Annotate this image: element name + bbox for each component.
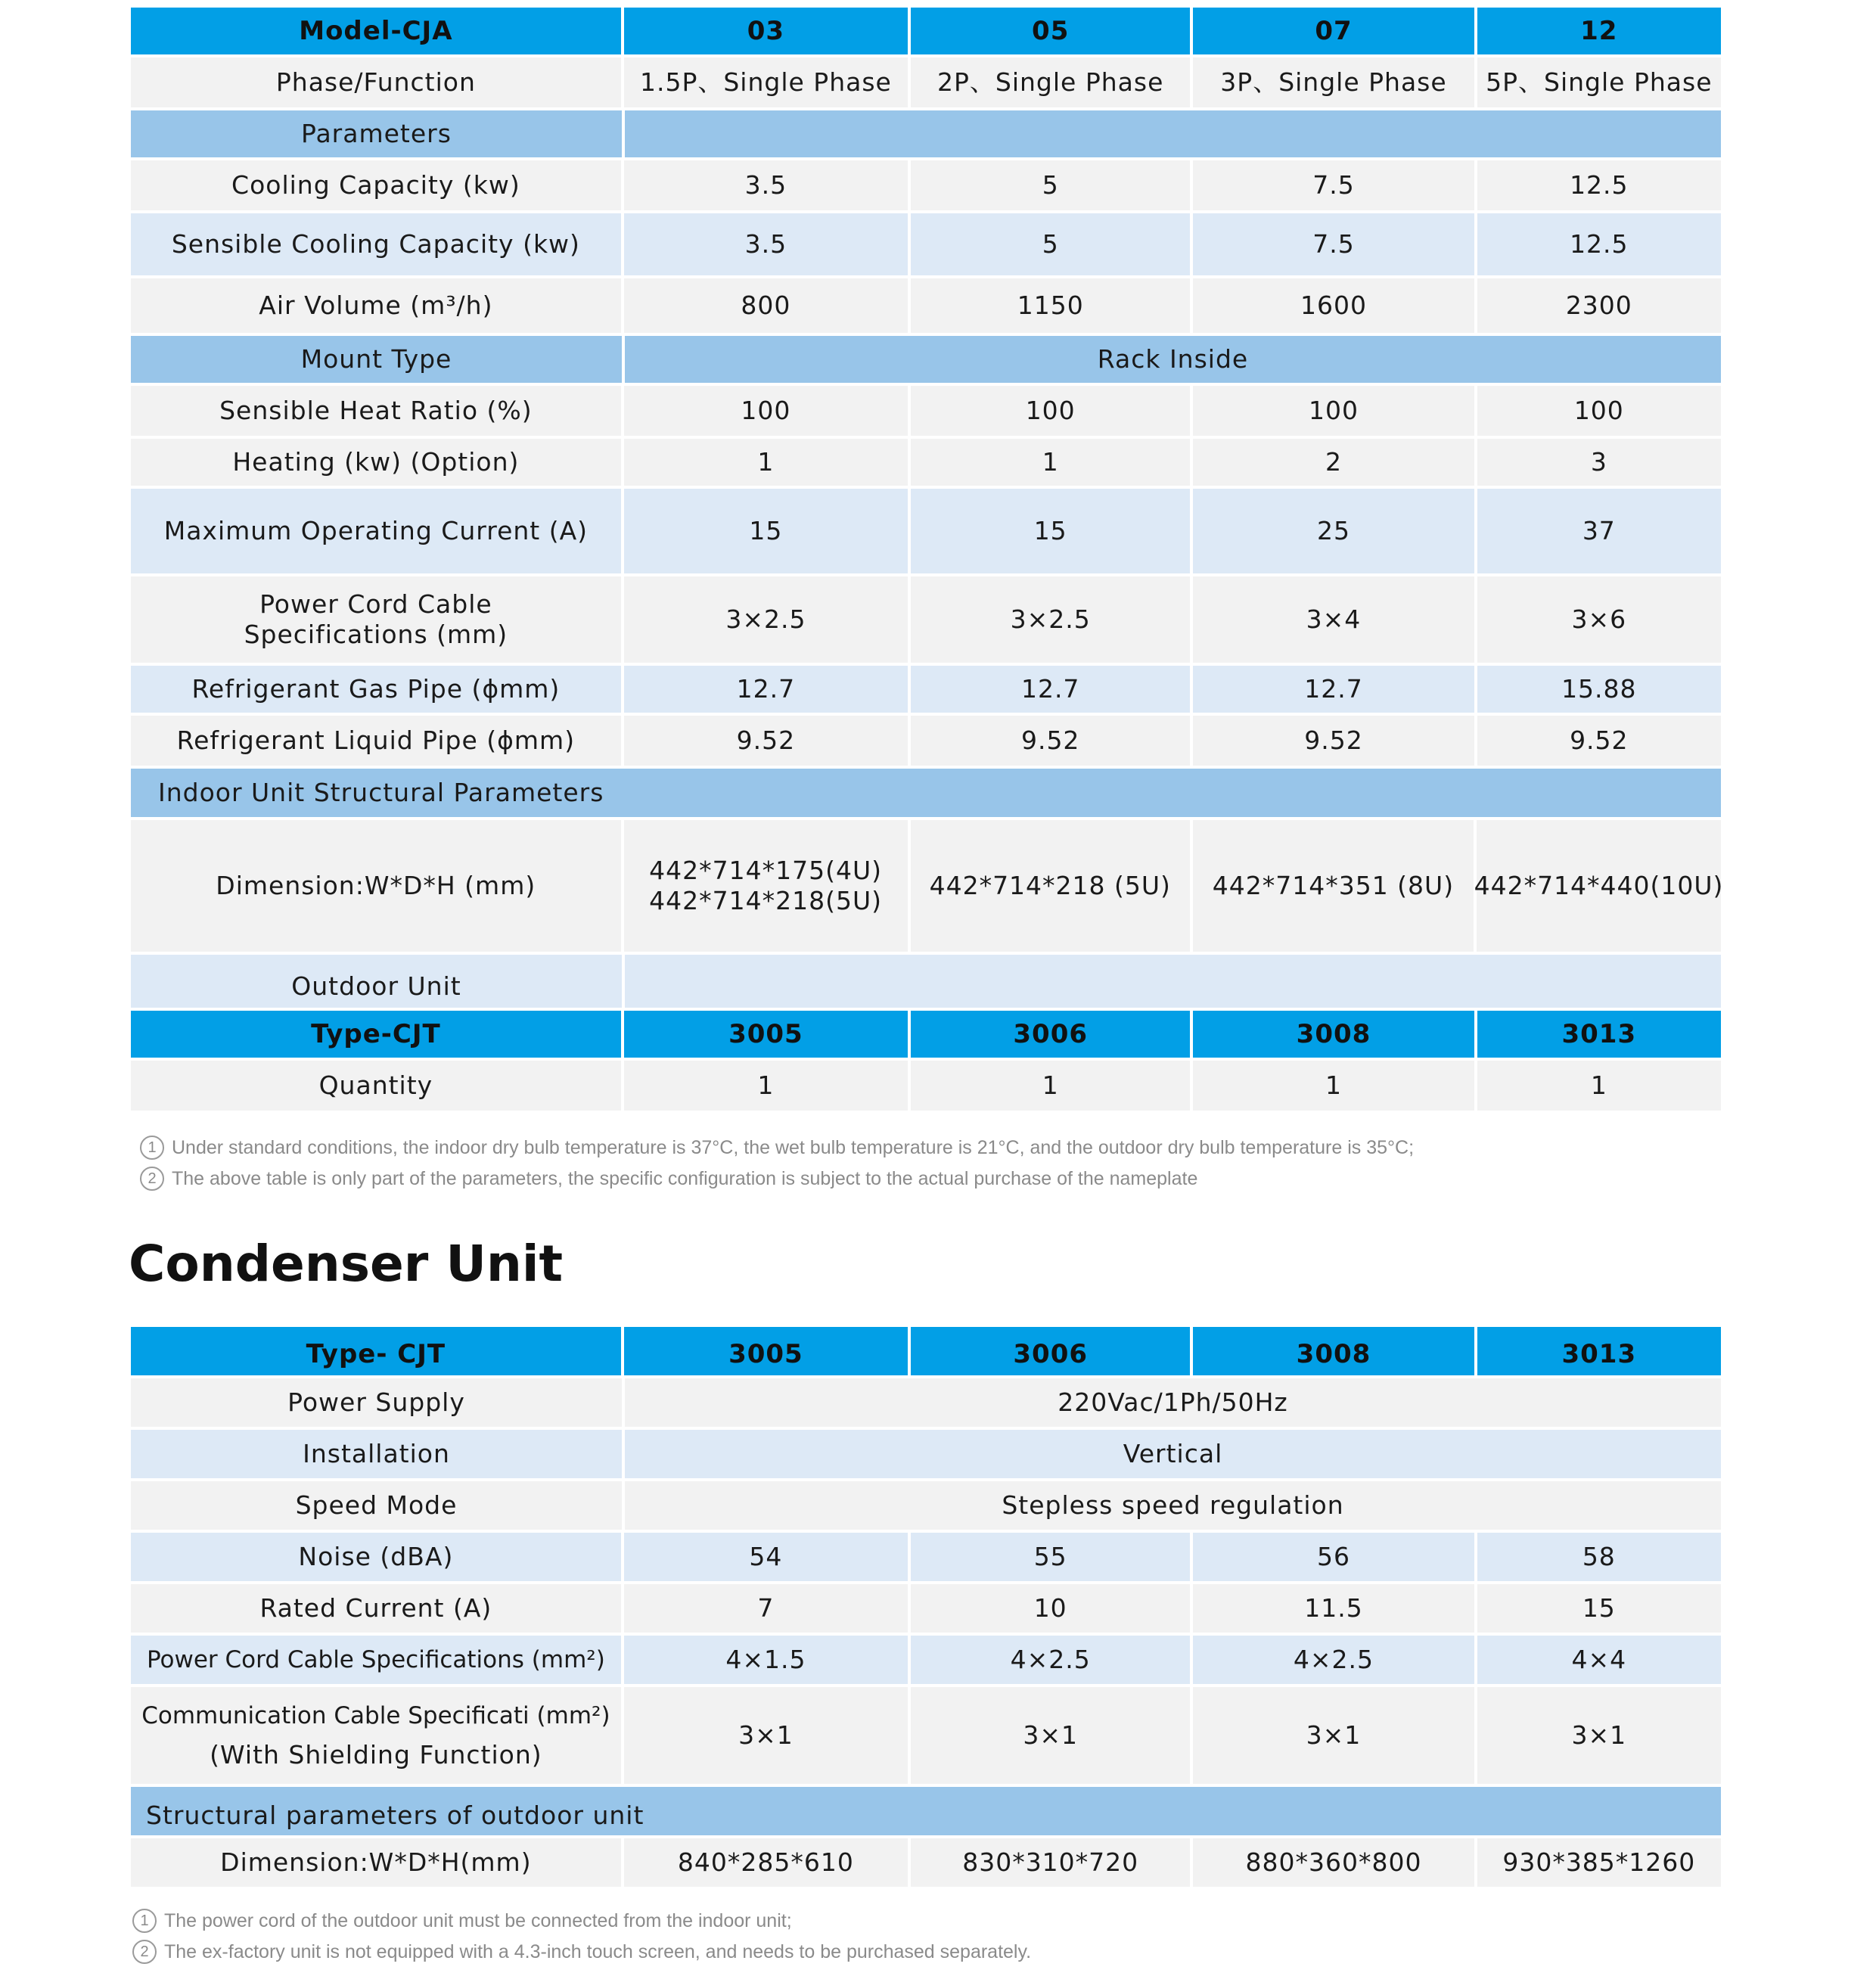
cell-value: 3×2.5: [911, 576, 1190, 663]
cell-value: 442*714*440(10U): [1477, 820, 1721, 952]
table-row: [131, 1378, 1721, 1427]
cell-value: 1: [911, 439, 1190, 486]
table-row: [131, 489, 1721, 573]
cell-value: 100: [624, 386, 908, 436]
cell-value: 1: [1193, 1061, 1474, 1111]
table-row: [131, 336, 1721, 383]
cell-value: 56: [1193, 1533, 1474, 1581]
footnote-number: 2: [140, 1167, 164, 1191]
cell-value: 1.5P、Single Phase: [624, 57, 908, 107]
row-label: Rated Current (A): [131, 1584, 621, 1633]
table-row: [131, 386, 1721, 436]
table-header-row: [131, 8, 1721, 54]
header-cell: 3013: [1477, 1011, 1721, 1058]
table-row: [131, 1584, 1721, 1633]
row-label: Dimension:W*D*H(mm): [131, 1838, 621, 1887]
cell-value: 1: [911, 1061, 1190, 1111]
cell-value: 100: [911, 386, 1190, 436]
header-cell: 3005: [624, 1011, 908, 1058]
cell-value: 4×1.5: [624, 1636, 908, 1684]
footnote-number: 2: [132, 1940, 157, 1964]
cell-value: 930*385*1260: [1477, 1838, 1721, 1887]
table-row: [131, 1687, 1721, 1784]
cell-value: 12.7: [911, 666, 1190, 713]
cell-value: Rack Inside: [625, 336, 1721, 383]
table-header-row: [131, 1011, 1721, 1058]
footnote: [132, 1940, 1031, 1964]
header-cell: 05: [911, 8, 1190, 54]
cell-value: 4×4: [1477, 1636, 1721, 1684]
cell-value: 100: [1193, 386, 1474, 436]
cell-value: 1600: [1193, 278, 1474, 333]
row-label: Phase/Function: [131, 57, 621, 107]
cell-value: 5P、Single Phase: [1477, 57, 1721, 107]
cell-value: 3×2.5: [624, 576, 908, 663]
cell-value: 1: [624, 439, 908, 486]
header-cell: 03: [624, 8, 908, 54]
section-label: Structural parameters of outdoor unit: [131, 1787, 1721, 1835]
cell-value: 5: [911, 160, 1190, 210]
row-label-line: Specifications (mm): [244, 620, 508, 649]
cell-value: 1150: [911, 278, 1190, 333]
row-label: Heating (kw) (Option): [131, 439, 621, 486]
row-label: Dimension:W*D*H (mm): [131, 820, 621, 952]
cell-value: 7.5: [1193, 213, 1474, 275]
cell-value: 3P、Single Phase: [1193, 57, 1474, 107]
cell-value: 9.52: [1193, 716, 1474, 766]
table-row: [131, 1838, 1721, 1887]
table-row: [131, 213, 1721, 275]
row-label-line: Communication Cable Specificati (mm²): [141, 1702, 610, 1729]
cell-value: 55: [911, 1533, 1190, 1581]
footnote-text: The above table is only part of the parameters, the specific configuration is subject to the actual purchase of the nameplate: [172, 1167, 1198, 1189]
cell-value: 3×1: [1477, 1687, 1721, 1784]
header-cell: 3005: [624, 1327, 908, 1375]
table-row: [131, 1636, 1721, 1684]
row-label-line: (With Shielding Function): [210, 1740, 542, 1769]
cell-value: [624, 820, 908, 952]
row-label: Quantity: [131, 1061, 621, 1111]
cell-value: 4×2.5: [1193, 1636, 1474, 1684]
header-cell: 3006: [911, 1011, 1190, 1058]
cell-value: 2P、Single Phase: [911, 57, 1190, 107]
table-row: [131, 160, 1721, 210]
table-row: [131, 576, 1721, 663]
table-row: [131, 1533, 1721, 1581]
table-row: [131, 1061, 1721, 1111]
section-title: Condenser Unit: [129, 1235, 564, 1293]
cell-value: 25: [1193, 489, 1474, 573]
footnote-number: 1: [132, 1909, 157, 1933]
row-label-line: Power Cord Cable: [259, 589, 492, 619]
cell-value: 10: [911, 1584, 1190, 1633]
cell-value: 1: [1477, 1061, 1721, 1111]
cell-value: 4×2.5: [911, 1636, 1190, 1684]
footnote: [140, 1136, 1414, 1160]
cell-value-line: 442*714*218(5U): [649, 886, 883, 915]
footnote-text: The ex-factory unit is not equipped with a 4.3-inch touch screen, and needs to be purchased separately.: [164, 1940, 1032, 1962]
table-row: [131, 1430, 1721, 1478]
cell-value: Vertical: [625, 1430, 1721, 1478]
row-label: Cooling Capacity (kw): [131, 160, 621, 210]
table-row: [131, 716, 1721, 766]
cell-value: 54: [624, 1533, 908, 1581]
table-row: [131, 57, 1721, 107]
cell-value: 2: [1193, 439, 1474, 486]
cell-value: 12.7: [624, 666, 908, 713]
row-label: Sensible Heat Ratio (%): [131, 386, 621, 436]
row-label: [131, 576, 621, 663]
row-label: [131, 1687, 621, 1784]
section-label: Parameters: [131, 110, 622, 157]
cell-value: 840*285*610: [624, 1838, 908, 1887]
table-row: [131, 1481, 1721, 1530]
table-row: [131, 439, 1721, 486]
header-cell: 07: [1193, 8, 1474, 54]
cell-value: 830*310*720: [911, 1838, 1190, 1887]
cell-value: 3×6: [1477, 576, 1721, 663]
table-row: [131, 666, 1721, 713]
header-cell: 12: [1477, 8, 1721, 54]
header-cell: 3013: [1477, 1327, 1721, 1375]
header-cell: Type-CJT: [131, 1011, 621, 1058]
cell-value: 442*714*218 (5U): [911, 820, 1190, 952]
row-label: Installation: [131, 1430, 622, 1478]
footnote-number: 1: [140, 1136, 164, 1160]
cell-value: 3.5: [624, 160, 908, 210]
header-cell: 3008: [1193, 1011, 1474, 1058]
header-cell: Type- CJT: [131, 1327, 621, 1375]
section-header-row: [131, 110, 1721, 157]
cell-value: 1: [624, 1061, 908, 1111]
table-header-row: [131, 1327, 1721, 1375]
cell-value: 7: [624, 1584, 908, 1633]
cell-value: 58: [1477, 1533, 1721, 1581]
row-label: Refrigerant Gas Pipe (ϕmm): [131, 666, 621, 713]
cell-value: 100: [1477, 386, 1721, 436]
cell-value: 3×1: [911, 1687, 1190, 1784]
footnote-text: The power cord of the outdoor unit must be connected from the indoor unit;: [164, 1909, 792, 1931]
row-label: Mount Type: [131, 336, 622, 383]
cell-value: 880*360*800: [1193, 1838, 1474, 1887]
row-label: Refrigerant Liquid Pipe (ϕmm): [131, 716, 621, 766]
cell-value: 220Vac/1Ph/50Hz: [625, 1378, 1721, 1427]
cell-value: 3×4: [1193, 576, 1474, 663]
footnote: [140, 1167, 1197, 1191]
cell-value: 11.5: [1193, 1584, 1474, 1633]
row-label: Speed Mode: [131, 1481, 622, 1530]
cell-value: 2300: [1477, 278, 1721, 333]
cell-value: 3×1: [1193, 1687, 1474, 1784]
row-label: Power Supply: [131, 1378, 622, 1427]
header-cell: 3006: [911, 1327, 1190, 1375]
cell-value-line: 442*714*175(4U): [649, 856, 883, 885]
row-label: Sensible Cooling Capacity (kw): [131, 213, 621, 275]
section-header-row: [131, 1787, 1721, 1835]
section-header-row: [131, 955, 1721, 1008]
footnote: [132, 1909, 792, 1933]
cell-value: 800: [624, 278, 908, 333]
cell-value: 12.5: [1477, 160, 1721, 210]
cell-value: 15: [1477, 1584, 1721, 1633]
cell-value: 9.52: [624, 716, 908, 766]
header-cell: 3008: [1193, 1327, 1474, 1375]
cell-value: 9.52: [911, 716, 1190, 766]
cell-value: 3.5: [624, 213, 908, 275]
cell-value: 7.5: [1193, 160, 1474, 210]
section-label: Outdoor Unit: [131, 955, 622, 1008]
row-label: Air Volume (m³/h): [131, 278, 621, 333]
row-label: Maximum Operating Current (A): [131, 489, 621, 573]
cell-value: 15: [624, 489, 908, 573]
header-cell: Model-CJA: [131, 8, 621, 54]
section-header-row: [131, 769, 1721, 817]
cell-value: 9.52: [1477, 716, 1721, 766]
cell-value: 3: [1477, 439, 1721, 486]
table-row: [131, 278, 1721, 333]
cell-value: 15.88: [1477, 666, 1721, 713]
cell-value: 12.7: [1193, 666, 1474, 713]
cell-value: 442*714*351 (8U): [1193, 820, 1474, 952]
cell-value: Stepless speed regulation: [625, 1481, 1721, 1530]
row-label: Noise (dBA): [131, 1533, 621, 1581]
cell-value: 15: [911, 489, 1190, 573]
cell-value: 3×1: [624, 1687, 908, 1784]
table-row: [131, 820, 1724, 952]
cell-value: 5: [911, 213, 1190, 275]
row-label: Power Cord Cable Specifications (mm²): [131, 1636, 621, 1684]
section-label: Indoor Unit Structural Parameters: [131, 769, 1721, 817]
cell-value: 12.5: [1477, 213, 1721, 275]
cell-value: 37: [1477, 489, 1721, 573]
footnote-text: Under standard conditions, the indoor dry bulb temperature is 37°C, the wet bulb temperature is 21°C, and the outdoor dry bulb temperature is 35°C;: [172, 1136, 1415, 1158]
